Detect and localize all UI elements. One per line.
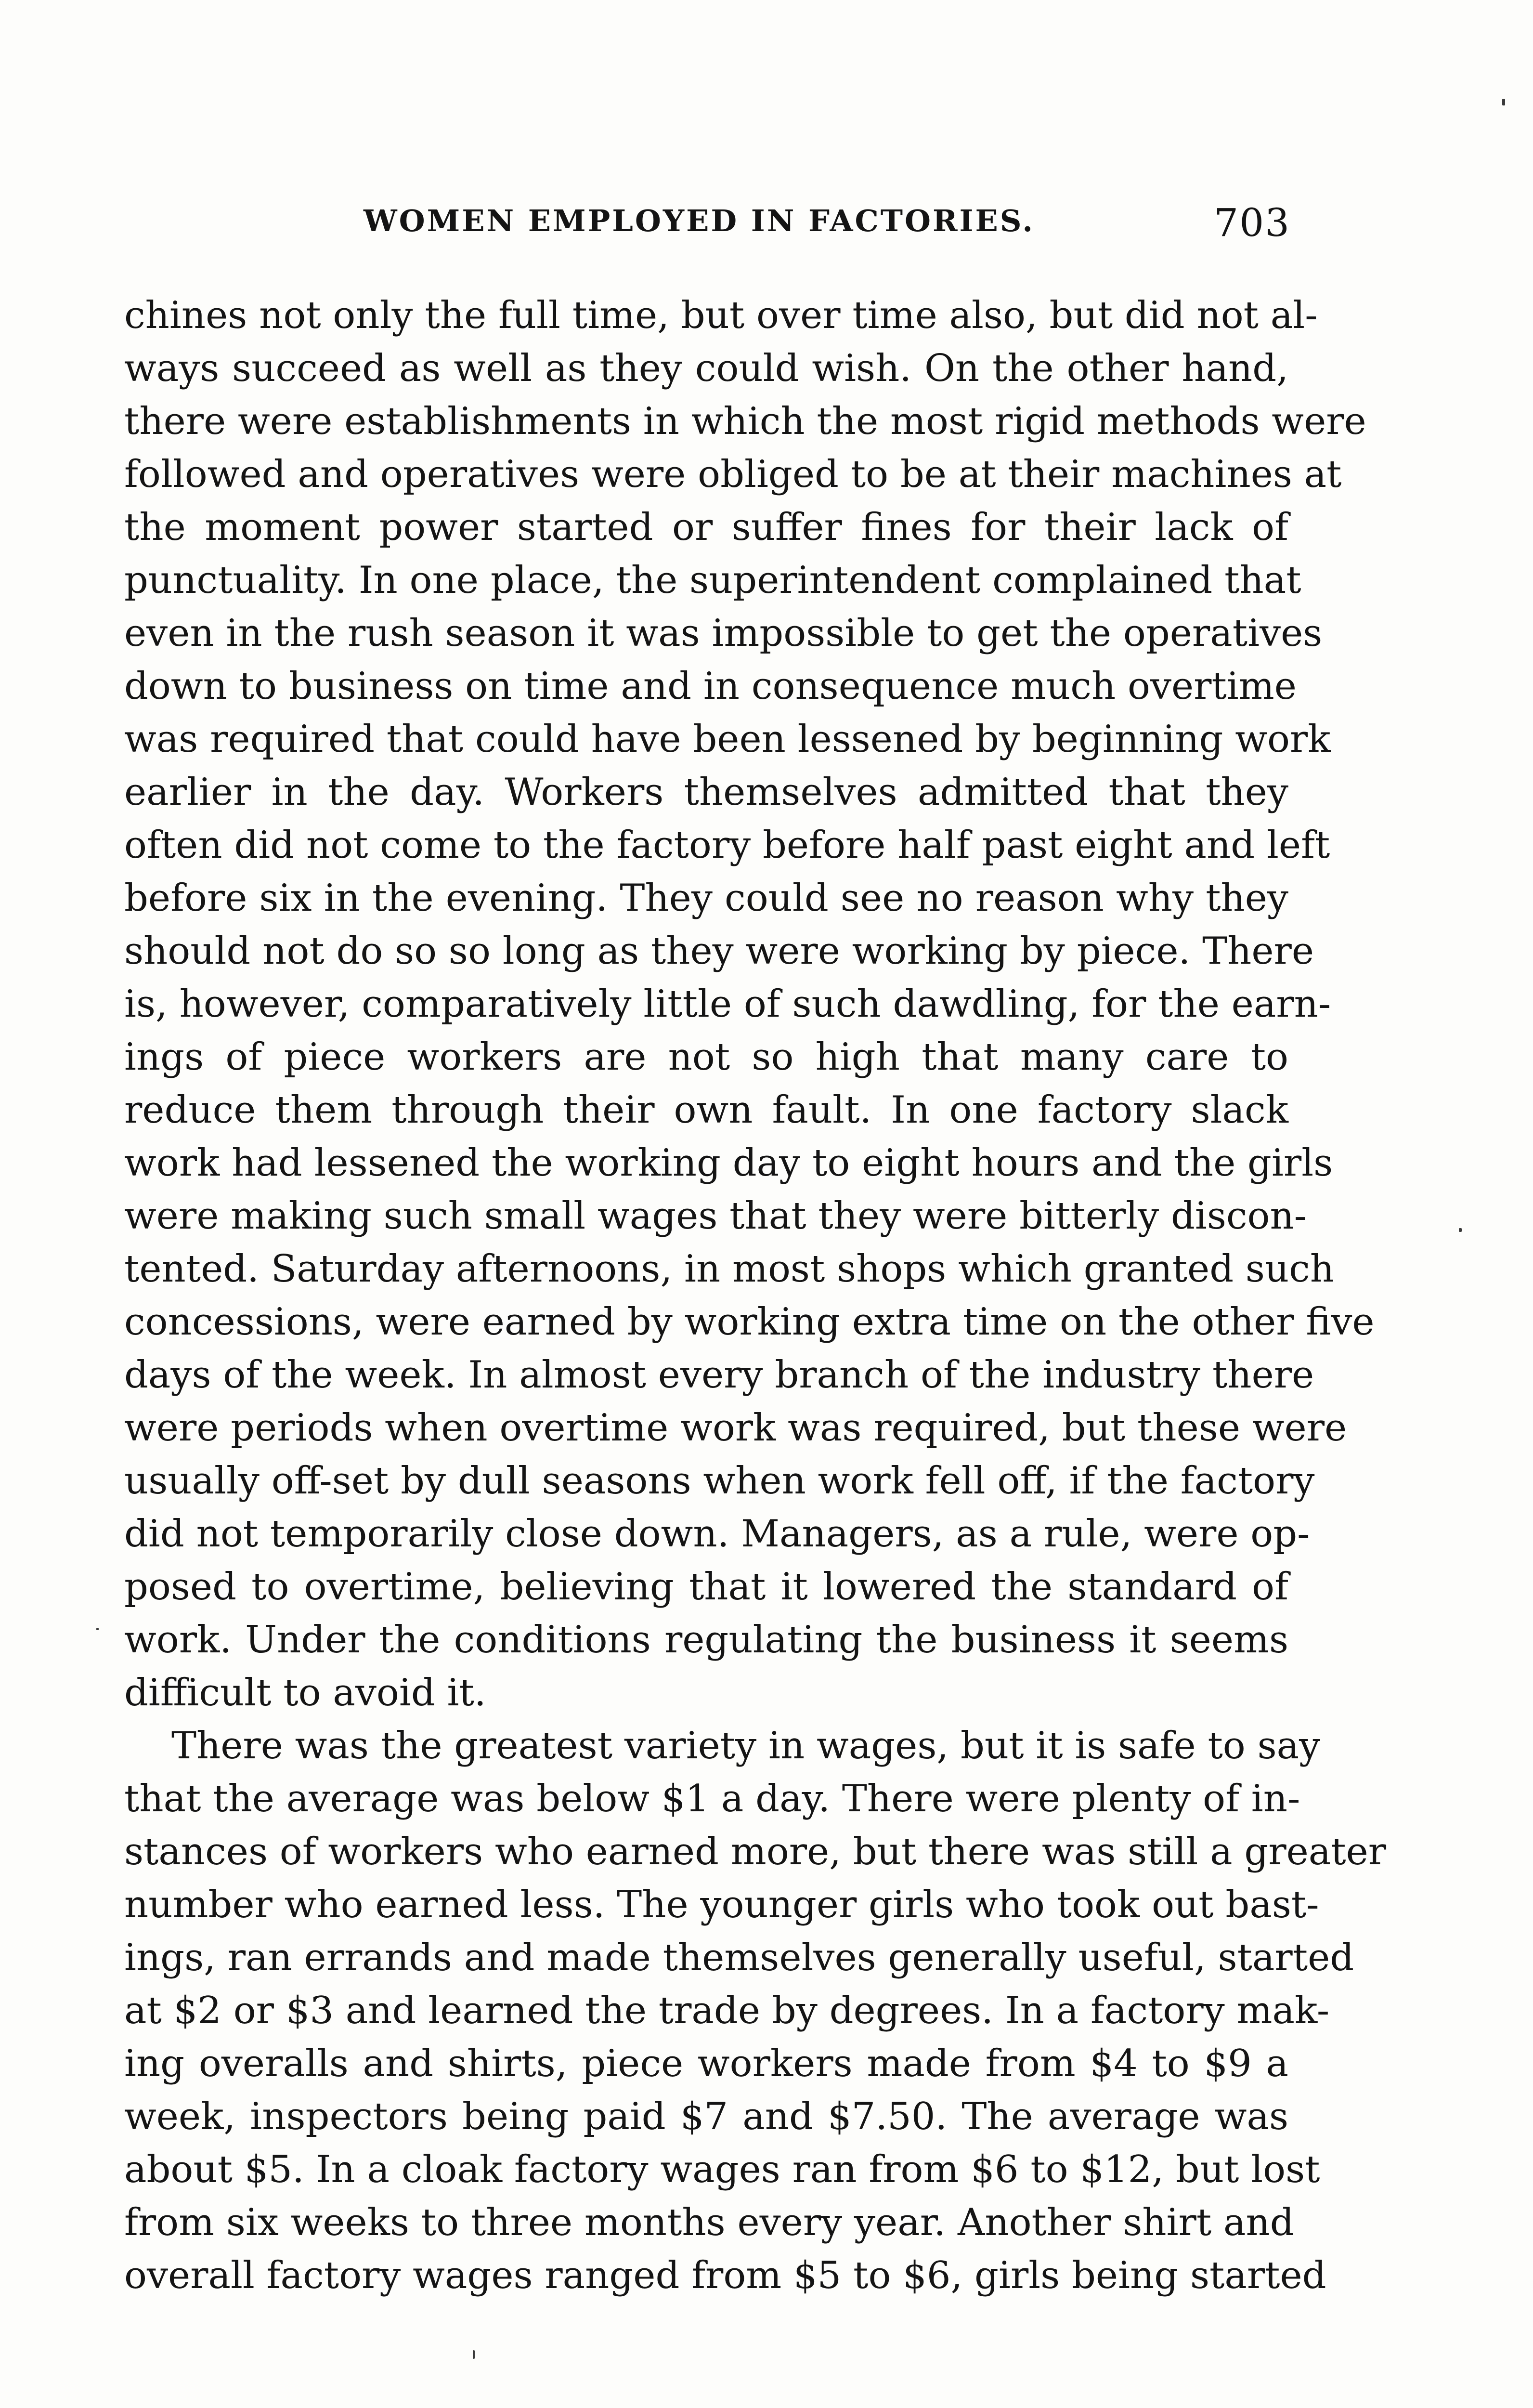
text-line: even in the rush season it was impossible to get the operatives <box>124 612 1323 655</box>
text-line: before six in the evening. They could see no reason why they <box>124 877 1288 920</box>
scan-speck <box>96 1628 99 1630</box>
paragraph-wages <box>124 1719 1387 2302</box>
text-line: ing overalls and shirts, piece workers made from $4 to $9 a <box>124 2042 1288 2085</box>
text-line: number who earned less. The younger girls who took out bast- <box>124 1883 1319 1926</box>
text-line: stances of workers who earned more, but there was still a greater <box>124 1830 1387 1873</box>
text-body <box>124 289 1387 2302</box>
text-line: down to business on time and in consequence much overtime <box>124 665 1297 708</box>
text-line: were making such small wages that they were bitterly discon- <box>124 1194 1307 1238</box>
text-line: at $2 or $3 and learned the trade by degrees. In a factory mak- <box>124 1989 1330 2032</box>
text-line: was required that could have been lessened by beginning work <box>124 718 1331 761</box>
paragraph-hours <box>124 289 1375 1719</box>
scan-speck <box>1502 99 1505 105</box>
text-line: earlier in the day. Workers themselves admitted that they <box>124 771 1288 814</box>
text-line: chines not only the full time, but over time also, but did not al- <box>124 294 1318 337</box>
text-line: overall factory wages ranged from $5 to $6, girls being started <box>124 2254 1326 2297</box>
text-line: there were establishments in which the most rigid methods were <box>124 400 1366 443</box>
text-line: is, however, comparatively little of such dawdling, for the earn- <box>124 982 1331 1026</box>
text-line: posed to overtime, believing that it lowered the standard of <box>124 1565 1288 1609</box>
running-head <box>125 196 1290 249</box>
text-line: should not do so so long as they were working by piece. There <box>124 929 1314 973</box>
text-line: There was the greatest variety in wages, but it is safe to say <box>171 1724 1321 1767</box>
text-line: reduce them through their own fault. In one factory slack <box>124 1088 1288 1132</box>
running-title: WOMEN EMPLOYED IN FACTORIES. <box>364 203 1035 238</box>
text-line: work had lessened the working day to eight hours and the girls <box>124 1141 1333 1185</box>
text-line: punctuality. In one place, the superintendent complained that <box>124 559 1301 602</box>
text-line: work. Under the conditions regulating the business it seems <box>124 1618 1288 1662</box>
text-line: the moment power started or suffer fines for their lack of <box>124 506 1288 549</box>
scan-speck <box>1459 1228 1462 1232</box>
text-line: usually off-set by dull seasons when work fell off, if the factory <box>124 1459 1315 1503</box>
page-number: 703 <box>1214 200 1290 245</box>
text-line: days of the week. In almost every branch of the industry there <box>124 1353 1314 1397</box>
text-line: concessions, were earned by working extra time on the other five <box>124 1300 1375 1344</box>
text-line: often did not come to the factory before half past eight and left <box>124 824 1330 867</box>
text-line: ways succeed as well as they could wish. On the other hand, <box>124 347 1288 390</box>
text-line: were periods when overtime work was required, but these were <box>124 1406 1347 1450</box>
text-line: difficult to avoid it. <box>124 1671 486 1714</box>
text-line: from six weeks to three months every year. Another shirt and <box>124 2201 1294 2244</box>
text-line: tented. Saturday afternoons, in most shops which granted such <box>124 1247 1335 1291</box>
text-line: ings, ran errands and made themselves generally useful, started <box>124 1936 1354 1979</box>
text-line: ings of piece workers are not so high that many care to <box>124 1035 1288 1079</box>
scan-speck <box>473 2350 475 2359</box>
text-line: did not temporarily close down. Managers, as a rule, were op- <box>124 1512 1310 1556</box>
text-line: that the average was below $1 a day. There were plenty of in- <box>124 1777 1300 1820</box>
text-line: about $5. In a cloak factory wages ran from $6 to $12, but lost <box>124 2148 1320 2191</box>
text-line: followed and operatives were obliged to be at their machines at <box>124 453 1342 496</box>
text-line: week, inspectors being paid $7 and $7.50. The average was <box>124 2095 1288 2138</box>
